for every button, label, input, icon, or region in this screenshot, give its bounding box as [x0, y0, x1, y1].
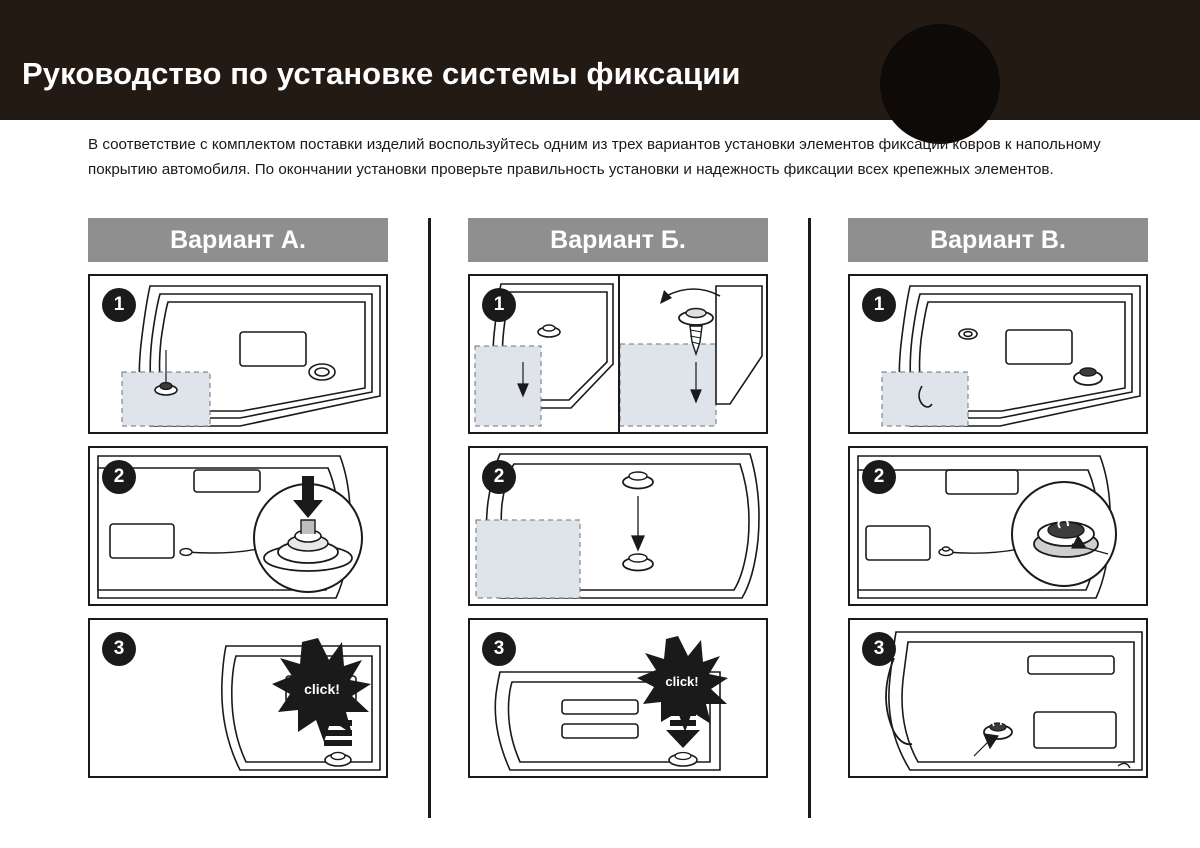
- variant-c-step-3-panel: [848, 618, 1148, 778]
- variant-b-title: Вариант Б.: [468, 218, 768, 262]
- variant-a-click-label: click!: [304, 681, 340, 697]
- variant-a-step-3-badge: 3: [102, 632, 136, 666]
- variants-container: [0, 218, 1200, 818]
- variant-a-step-2-badge: 2: [102, 460, 136, 494]
- variant-c-title: Вариант В.: [848, 218, 1148, 262]
- variant-a: [88, 218, 388, 818]
- header-decor-circle: [880, 24, 1000, 144]
- variant-b-step-1-right: [618, 276, 766, 432]
- variant-c: [848, 218, 1148, 818]
- variant-b-step-2-badge: 2: [482, 460, 516, 494]
- variant-b: [468, 218, 768, 818]
- variant-c-step-1-panel: [848, 274, 1148, 434]
- variant-b-step-2-panel: [468, 446, 768, 606]
- header-bar: [0, 0, 1200, 120]
- variant-c-step-3-badge: 3: [862, 632, 896, 666]
- variant-c-step-2-badge: 2: [862, 460, 896, 494]
- variant-a-step-1-badge: 1: [102, 288, 136, 322]
- variant-a-title: Вариант А.: [88, 218, 388, 262]
- variant-b-click-label: click!: [665, 674, 699, 689]
- variant-a-step-1-panel: [88, 274, 388, 434]
- variant-b-step-1-panel: [468, 274, 768, 434]
- intro-paragraph: В соответствие с комплектом поставки изделий воспользуйтесь одним из трех вариантов установки элементов фиксации ковров к напольному покрытию автомобиля. По окончании установки проверьте правильность установки и надежность фиксации всех крепежных элементов.: [88, 136, 1101, 178]
- variant-b-step-1-badge: 1: [482, 288, 516, 322]
- illustration-screw-in-rotate: [620, 276, 766, 432]
- page-title: Руководство по установке системы фиксации: [22, 56, 741, 91]
- variant-a-step-3-panel: [88, 618, 388, 778]
- variant-b-step-1-left: [470, 276, 618, 432]
- variant-c-step-2-panel: [848, 446, 1148, 606]
- variant-b-step-3-panel: [468, 618, 768, 778]
- variant-c-step-1-badge: 1: [862, 288, 896, 322]
- variant-b-step-3-badge: 3: [482, 632, 516, 666]
- variant-a-step-2-panel: [88, 446, 388, 606]
